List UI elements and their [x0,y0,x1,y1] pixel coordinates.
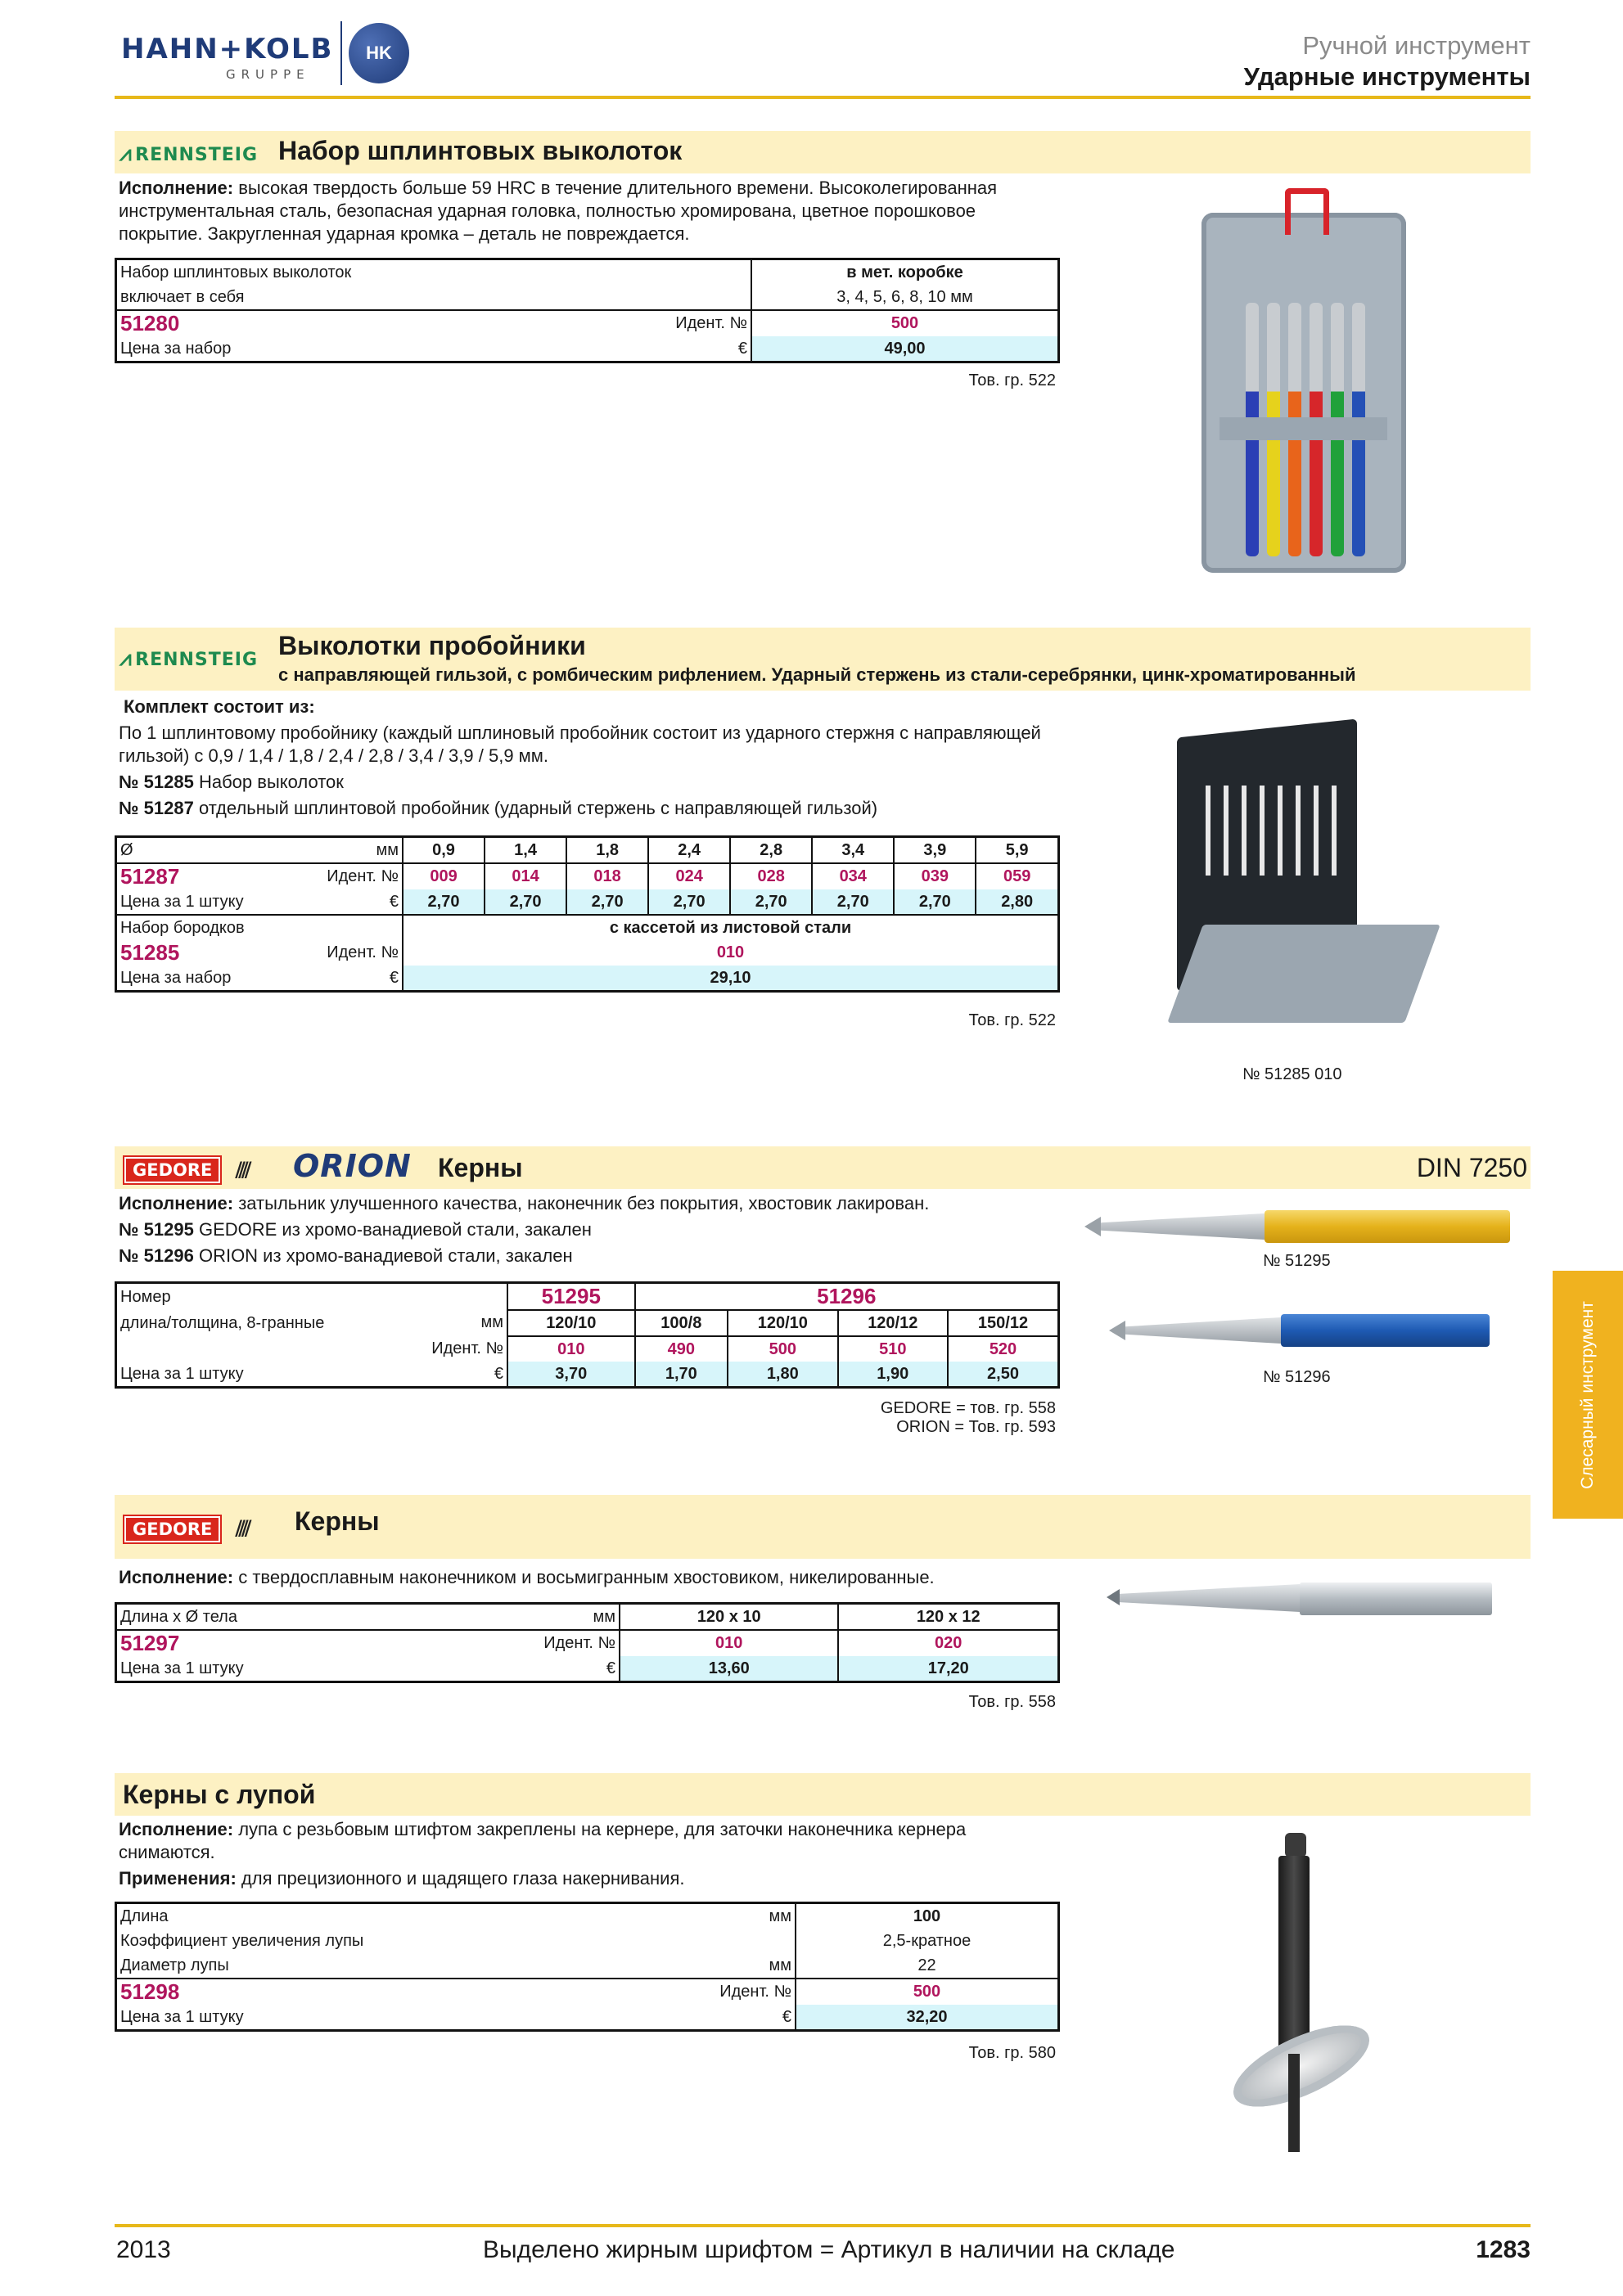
row-label: Набор шплинтовых выколоток [120,263,352,281]
price-cell: 2,70 [730,889,812,915]
company-logo [121,21,416,87]
set-description: с кассетой из листовой стали [403,915,1059,940]
price-cell: 3,70 [507,1362,635,1388]
diameter-label: Ø [120,840,133,859]
section-banner-center-punches [115,1146,1531,1189]
section-description: Исполнение: затыльник улучшенного качества, наконечник без покрытия, хвостовик лакирован. № 51295 GEDORE из хромо-ванадиевой стали, закален № 51296 ORION из хромо-ванадиевой стали, закален [119,1193,930,1266]
size-cell: 120/10 [507,1310,635,1336]
article-number[interactable]: 51295 [507,1283,635,1311]
header-category: Ручной инструмент [1302,31,1531,60]
size-cell: 3,4 [812,837,894,864]
size-cell: 120/10 [728,1310,837,1336]
size-cell: 1,4 [485,837,566,864]
header-subcategory: Ударные инструменты [1243,62,1531,91]
ident-cell: 500 [728,1336,837,1362]
size-cell: 100/8 [635,1310,728,1336]
section-banner-pin-punch-set [115,131,1531,173]
article-number[interactable]: 51298 [120,1979,180,2004]
ident-cell: 010 [620,1630,838,1656]
set-contents: Комплект состоит из: По 1 шплинтовому пробойнику (каждый шплиновый пробойник состоит из ударного стержня с направляющей гильзой) с 0,9 / 1,4 / 1,8 / 2,4 / 2,8 / 3,4 / 3,9 / 5,9 мм. № 51285 Набор выколоток № 51287 отдельный шплинтовой пробойник (ударный стержень с направляющей гильзой) [119,696,1041,818]
footer-note: Выделено жирным шрифтом = Артикул в наличии на складе [483,2236,1175,2263]
size-cell: 150/12 [948,1310,1058,1336]
price-cell: 13,60 [620,1656,838,1682]
price-cell: 2,70 [403,889,485,915]
product-group-orion: ORION = Тов. гр. 593 [896,1418,1056,1436]
rennsteig-icon: ⩘ [119,646,132,670]
price-cell: 17,20 [838,1656,1058,1682]
article-number[interactable]: 51296 [635,1283,1059,1311]
product-table-51297: Длина x Ø тела мм 120 x 10 120 x 12 51297 Идент. № 010 020 Цена за 1 штуку € 13,60 17,20 [115,1602,1060,1683]
contents-value: 3, 4, 5, 6, 8, 10 мм [751,285,1059,310]
product-group: Тов. гр. 558 [968,1693,1056,1711]
price-cell: 2,70 [566,889,648,915]
price-cell: 2,70 [894,889,976,915]
article-number[interactable]: 51280 [120,311,180,335]
price-cell: 2,70 [485,889,566,915]
price-cell: 2,70 [648,889,730,915]
product-table-51295-51296: Номер 51295 51296 длина/толщина, 8-гранные мм 120/10 100/8 120/10 120/12 150/12 Идент. № 010 490 500 510 520 Цена за 1 штуку € 3,70 1,70 1,80 1,90 2,50 [115,1281,1060,1389]
section-banner-drift-punches [115,628,1531,691]
section-title: Керны с лупой [123,1780,316,1809]
size-cell: 120/12 [838,1310,948,1336]
image-caption: № 51296 [1263,1368,1331,1386]
section-subtitle: с направляющей гильзой, с ромбическим рифлением. Ударный стержень из стали-серебрянки, цинк-хроматированный [278,664,1356,685]
section-banner-magnifier-punch [115,1773,1531,1816]
size-cell: 1,8 [566,837,648,864]
price-cell: 32,20 [796,2005,1059,2031]
ident-cell: 510 [838,1336,948,1362]
ident-cell: 034 [812,863,894,889]
ident-cell: 028 [730,863,812,889]
footer-year: 2013 [116,2236,171,2263]
footer-divider [115,2224,1531,2227]
ident-cell: 500 [796,1979,1059,2005]
logo-subtext: GRUPPE [226,67,310,82]
image-caption: № 51285 010 [1242,1065,1342,1083]
section-title: Керны [295,1506,380,1536]
article-number[interactable]: 51297 [120,1631,180,1655]
lens-diameter-value: 22 [796,1953,1059,1979]
ident-cell: 010 [507,1336,635,1362]
center-punch-51296-image [1109,1311,1494,1352]
size-cell: 120 x 12 [838,1604,1058,1631]
product-table-51280 [115,258,1060,363]
product-group-gedore: GEDORE = тов. гр. 558 [880,1399,1056,1417]
gedore-stripes-icon: ⫽⫽ [236,1516,249,1541]
gedore-stripes-icon: ⫽⫽ [236,1158,249,1182]
size-cell: 120 x 10 [620,1604,838,1631]
ident-cell: 014 [485,863,566,889]
rennsteig-icon: ⩘ [119,141,132,165]
ident-cell: 039 [894,863,976,889]
section-title: Набор шплинтовых выколоток [278,136,683,165]
article-number[interactable]: 51287 [120,864,180,889]
price-cell: 1,70 [635,1362,728,1388]
price-cell: 1,90 [838,1362,948,1388]
ident-cell: 020 [838,1630,1058,1656]
product-group: Тов. гр. 522 [968,371,1056,389]
product-group: Тов. гр. 522 [968,1011,1056,1029]
page-number: 1283 [1476,2236,1531,2263]
center-punch-51295-image [1084,1207,1514,1248]
price-label: Цена за набор [120,339,232,358]
price-cell: 2,50 [948,1362,1058,1388]
size-cell: 2,8 [730,837,812,864]
price-cell: 2,80 [976,889,1058,915]
image-caption: № 51295 [1263,1252,1331,1270]
row-label: включает в себя [120,287,245,306]
price-cell: 29,10 [403,966,1059,992]
packaging-value: в мет. коробке [751,259,1059,286]
gedore-logo: GEDORE [124,1157,220,1183]
magnifier-center-punch-image [1220,1833,1383,2177]
magnification-value: 2,5-кратное [796,1929,1059,1953]
size-cell: 0,9 [403,837,485,864]
product-group: Тов. гр. 580 [968,2044,1056,2062]
rennsteig-logo: ⩘ RENNSTEIG [119,141,259,165]
size-cell: 3,9 [894,837,976,864]
product-table-51298: Длина мм 100 Коэффициент увеличения лупы 2,5-кратное Диаметр лупы мм 22 51298 Идент. № 500 Цена за 1 штуку € 32,20 [115,1902,1060,2032]
header-divider [115,96,1531,99]
ident-cell: 520 [948,1336,1058,1362]
ident-label: Идент. № [675,314,747,332]
gedore-logo: GEDORE [124,1516,220,1542]
ident-cell: 490 [635,1336,728,1362]
ident-cell: 009 [403,863,485,889]
article-number[interactable]: 51285 [120,940,180,965]
section-title: Керны [438,1153,523,1182]
chapter-side-tab[interactable] [1553,1271,1623,1519]
rennsteig-logo: ⩘ RENNSTEIG [119,646,259,670]
ident-cell: 010 [403,940,1059,966]
section-description: Исполнение: лупа с резьбовым штифтом закреплены на кернере, для заточки наконечника кернера снимаются. Применения: для прецизионного и щадящего глаза накернивания. [119,1819,967,1889]
carbide-center-punch-image [1107,1579,1495,1620]
size-cell: 5,9 [976,837,1058,864]
ident-cell: 059 [976,863,1058,889]
currency-label: € [737,340,747,358]
product-table-51287: Ø мм 0,9 1,4 1,8 2,4 2,8 3,4 3,9 5,9 51287 Идент. № 009 014 018 024 028 034 039 059 Цена за 1 штуку € 2,70 2,70 2,70 2,70 2,70 2,70 2,70 2,80 Набор бородков с кассетой из листовой стали 51285 Идент. № 010 Цена за набор € 29,10 [115,835,1060,993]
size-cell: 2,4 [648,837,730,864]
drift-punch-cassette-image [1169,712,1422,1039]
length-value: 100 [796,1903,1059,1929]
section-banner-carbide-punches [115,1495,1531,1559]
logo-divider [340,21,342,85]
logo-badge-icon: HK [349,23,409,83]
ident-cell: 024 [648,863,730,889]
section-title: Выколотки пробойники [278,631,586,660]
din-norm: DIN 7250 [1416,1153,1527,1182]
ident-number: 500 [751,310,1059,336]
ident-cell: 018 [566,863,648,889]
section-description: Исполнение: высокая твердость больше 59 HRC в течение длительного времени. Высоколегированная инструментальная сталь, безопасная ударная головка, полностью хромирована, цветное порошковое покрытие. Закругленная ударная кромка – деталь не повреждается. [119,178,998,244]
price-cell: 2,70 [812,889,894,915]
price-cell: 1,80 [728,1362,837,1388]
chapter-side-tab-label: Слесарный инструмент [1578,1300,1597,1489]
orion-logo: ORION [293,1148,412,1184]
section-description: Исполнение: с твердосплавным наконечником и восьмигранным хвостовиком, никелированные. [119,1567,935,1587]
logo-text: HAHN+KOLB [121,33,334,65]
pin-punch-set-image [1195,188,1412,581]
price-value: 49,00 [751,336,1059,362]
